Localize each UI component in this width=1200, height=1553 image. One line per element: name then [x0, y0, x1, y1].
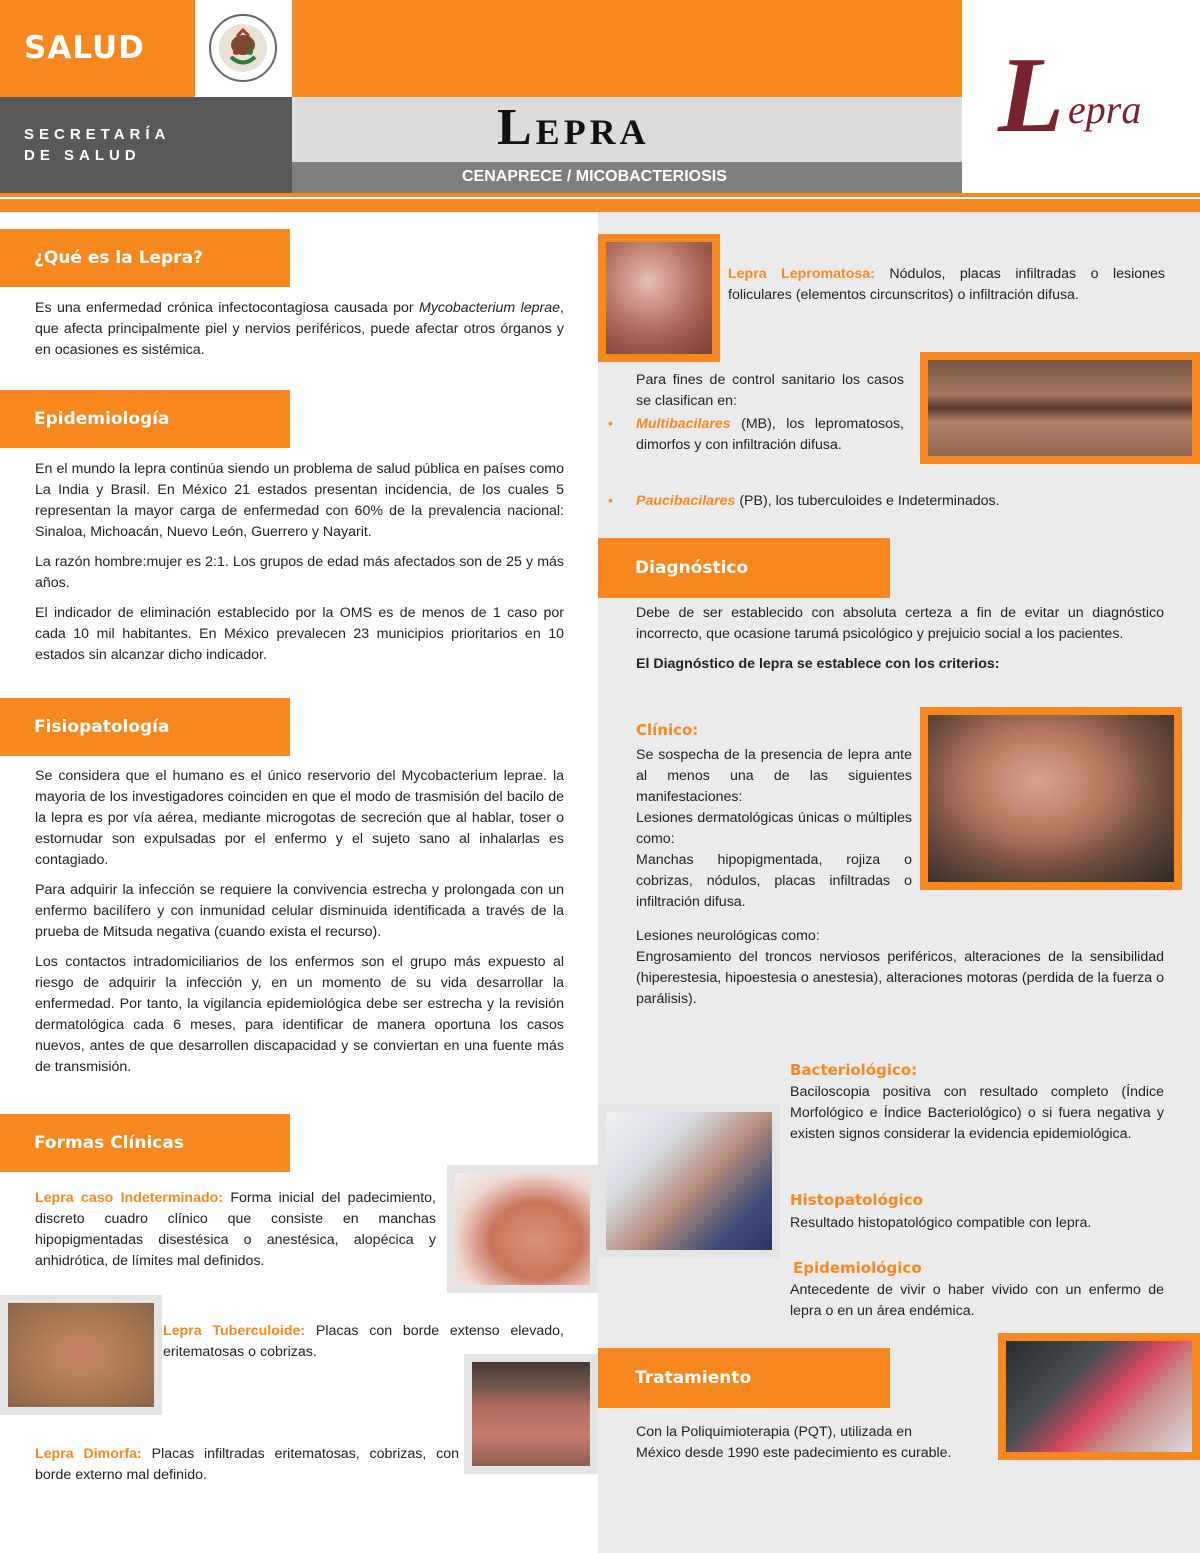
fisiopatologia-p3: Los contactos intradomiciliarios de los enfermos son el grupo más expuesto al riesgo de adquirir la infección y, en un momento de su vida desarrollar la enfermedad. Por tanto, la vigilancia epidemiológica debe ser estrecha y la revisión dermatológica cada 6 meses, para identificar de manera oportuna los casos nuevos, antes de que desarrollen discapacidad y se conviertan en una fuente más de transmisión. — [35, 954, 564, 1075]
page-subtitle: CENAPRECE / MICOBACTERIOSIS — [462, 168, 727, 185]
bacteriologico-text: Baciloscopia positiva con resultado completo (Índice Morfológico e Índice Bacteriológico) o si fuera negativa y existen signos considerar la evidencia epidemiológica. — [790, 1084, 1164, 1142]
clasificacion-list-pb — [592, 491, 1176, 512]
indeterminado-text: Forma inicial del padecimiento, discreto cuadro clínico que consiste en manchas hipopigmentadas disestésica o anestésica, alopécica y anhidrótica, de límites mal definidos. — [35, 1190, 436, 1269]
tuberculoide-text: Placas con borde extenso elevado, eritematosas o cobrizas. — [163, 1323, 564, 1360]
secretaria-line1: SECRETARÍA — [24, 126, 171, 143]
clinico-text — [636, 745, 912, 922]
photo-indeterminado — [447, 1165, 598, 1293]
section-heading-epidemiologia: Epidemiología — [0, 390, 290, 448]
fisiopatologia-p2: Para adquirir la infección se requiere la convivencia estrecha y prolongada con un enfermo bacilífero y con inmunidad celular disminuida identificada a través de la prueba de Mitsuda negativa (cuando exista el recurso). — [35, 882, 564, 940]
fisiopatologia-text — [35, 766, 564, 1087]
photo-baciloscopia-fill — [606, 1112, 772, 1250]
neurologico-text — [636, 926, 1164, 1019]
diagnostico-p1: Debe de ser establecido con absoluta certeza a fin de evitar un diagnóstico incorrecto, que ocasione tarumá psicológico y prejuicio social a los pacientes. — [636, 605, 1164, 642]
header-white-gap — [0, 197, 1200, 199]
clasificacion-list — [592, 414, 904, 456]
tratamiento-text: Con la Poliquimioterapia (PQT), utilizada en México desde 1990 este padecimiento es curable. — [636, 1424, 952, 1461]
photo-indeterminado-fill — [455, 1173, 590, 1285]
epidemiologia-text — [35, 459, 564, 675]
section-heading-diagnostico: Diagnóstico — [598, 538, 890, 598]
epidemiologia-p3: El indicador de eliminación establecido por la OMS es de menos de 1 caso por cada 10 mil habitantes. En México prevalecen 23 municipios prioritarios en 10 estados sin alcanzar dicho indicador. — [35, 605, 564, 663]
photo-baciloscopia — [598, 1104, 780, 1258]
lepromatosa-label: Lepra Lepromatosa: — [728, 266, 875, 282]
secretaria-label — [24, 124, 170, 166]
logo-word: epra — [1068, 87, 1142, 132]
epidemiologico-heading: Epidemiológico — [793, 1259, 922, 1277]
que-es-text — [35, 298, 564, 370]
page-title: Lepra — [497, 99, 650, 156]
fisiopatologia-p1: Se considera que el humano es el único reservorio del Mycobacterium leprae. la mayoria de los investigadores coinciden en que el modo de trasmisión del bacilo de la lepra es por vía aérea, mediante microgotas de secreción que al hablar, toser o estornudar son expulsadas por el enfermo y el sujeto sano al inhalarlas es contagiado. — [35, 768, 564, 868]
photo-dimorfa — [464, 1354, 598, 1474]
neuro-p1: Lesiones neurológicas como: — [636, 928, 820, 944]
logo-letter: L — [998, 36, 1064, 155]
forma-indeterminado — [35, 1188, 436, 1272]
clasificacion-mb — [592, 414, 904, 456]
neuro-p2: Engrosamiento del troncos nerviosos periféricos, alteraciones de la sensibilidad (hiperestesia, hipoestesia o anestesia), alteraciones motoras (perdida de la fuerza o parálisis). — [636, 949, 1164, 1007]
photo-tuberculoide-fill — [8, 1303, 154, 1407]
diagnostico-intro — [636, 603, 1164, 684]
photo-dimorfa-fill — [472, 1362, 590, 1466]
diagnostico-criterios: El Diagnóstico de lepra se establece con los criterios: — [636, 656, 1000, 672]
lepromatosa-block — [728, 264, 1165, 306]
clinico-heading: Clínico: — [636, 721, 699, 739]
brand-salud: SALUD — [24, 30, 145, 66]
que-es-p1b: , que afecta principalmente piel y nervios periféricos, puede afectar otros órganos y en ocasiones es sistémica. — [35, 300, 564, 358]
photo-tuberculoide — [0, 1295, 162, 1415]
pb-text: (PB), los tuberculoides e Indeterminados. — [735, 493, 1000, 509]
tuberculoide-label: Lepra Tuberculoide: — [163, 1323, 306, 1339]
que-es-species: Mycobacterium leprae — [419, 300, 561, 316]
clasificacion-block — [636, 370, 904, 456]
lepromatosa-text: Nódulos, placas infiltradas o lesiones foliculares (elementos circunscritos) o infiltración difusa. — [728, 266, 1165, 303]
photo-lepromatosa-fill — [606, 242, 712, 354]
photo-tratamiento-fill — [1006, 1341, 1192, 1452]
histopatologico-heading: Histopatológico — [790, 1191, 923, 1209]
mb-text: (MB), los lepromatosos, dimorfos y con infiltración difusa. — [636, 416, 904, 453]
section-heading-que-es: ¿Qué es la Lepra? — [0, 229, 290, 287]
clasificacion-pb-block — [636, 491, 1176, 512]
mb-label: Multibacilares — [636, 416, 731, 432]
bacteriologico-heading: Bacteriológico: — [790, 1061, 918, 1079]
photo-oreja-fill — [928, 715, 1174, 882]
mexican-seal-icon — [203, 12, 283, 84]
epidemiologia-p1: En el mundo la lepra continúa siendo un problema de salud pública en países como La India y Brasil. En México 21 estados presentan incidencia, de los cuales 5 representan la mayor carga de enfermedad con 60% de la prevalencia nacional: Sinaloa, Michoacán, Nuevo León, Guerrero y Nayarit. — [35, 461, 564, 540]
section-heading-tratamiento: Tratamiento — [598, 1348, 890, 1408]
clinico-p2: Lesiones dermatológicas únicas o múltiples como: — [636, 810, 912, 847]
secretaria-line2: DE SALUD — [24, 147, 141, 164]
section-heading-formas: Formas Clínicas — [0, 1114, 290, 1172]
dimorfa-label: Lepra Dimorfa: — [35, 1446, 142, 1462]
epidemiologico-text: Antecedente de vivir o haber vivido con un enfermo de lepra o en un área endémica. — [790, 1282, 1164, 1319]
pb-label: Paucibacilares — [636, 493, 736, 509]
photo-ojos — [920, 352, 1200, 464]
dimorfa-text: Placas infiltradas eritematosas, cobrizas, con borde externo mal definido. — [35, 1446, 460, 1483]
header-orange-bar — [292, 0, 962, 97]
clasificacion-pb — [592, 491, 1176, 512]
indeterminado-label: Lepra caso Indeterminado: — [35, 1190, 224, 1206]
header-orange-rule — [0, 193, 1200, 212]
photo-ojos-fill — [928, 360, 1192, 456]
clinico-p1: Se sospecha de la presencia de lepra ante al menos una de las siguientes manifestaciones: — [636, 747, 912, 805]
que-es-p1a: Es una enfermedad crónica infectocontagiosa causada por — [35, 300, 420, 316]
photo-oreja — [920, 707, 1182, 890]
lepra-logo — [990, 36, 1170, 158]
photo-tratamiento — [998, 1333, 1200, 1460]
forma-dimorfa — [35, 1444, 459, 1486]
photo-lepromatosa — [598, 234, 720, 362]
clinico-p3: Manchas hipopigmentada, rojiza o cobrizas, nódulos, placas infiltradas o infiltración difusa. — [636, 852, 912, 910]
section-heading-fisiopatologia: Fisiopatología — [0, 698, 290, 756]
que-es-paragraph — [35, 298, 564, 361]
clasificacion-intro: Para fines de control sanitario los casos se clasifican en: — [636, 372, 904, 409]
epidemiologia-p2: La razón hombre:mujer es 2:1. Los grupos de edad más afectados son de 25 y más años. — [35, 554, 564, 591]
histopatologico-text: Resultado histopatológico compatible con lepra. — [790, 1215, 1092, 1231]
